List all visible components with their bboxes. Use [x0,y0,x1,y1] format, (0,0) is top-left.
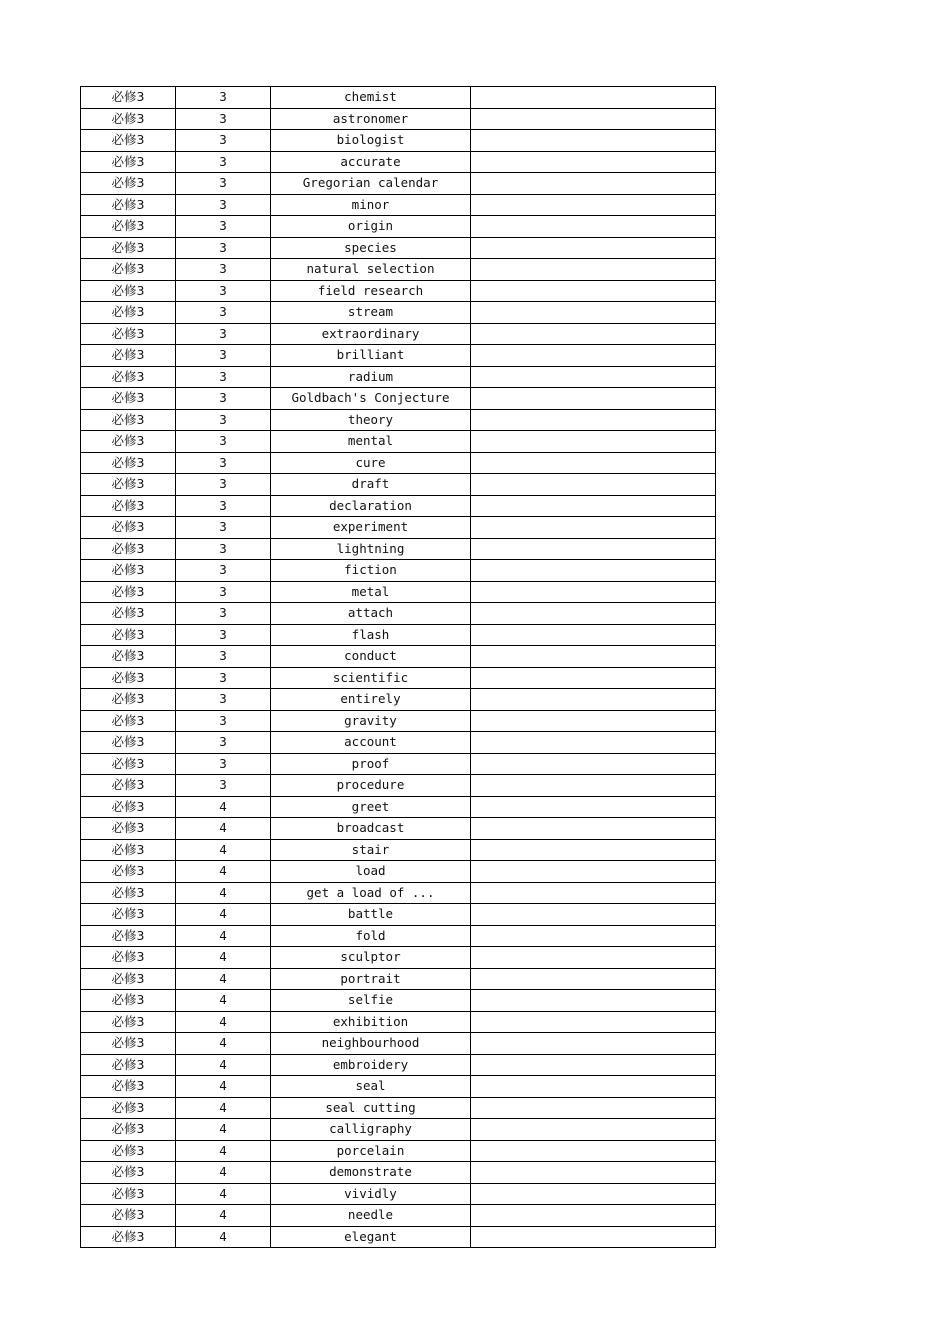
book-cell: 必修3 [81,173,176,195]
book-cell: 必修3 [81,1205,176,1227]
book-cell: 必修3 [81,947,176,969]
book-cell: 必修3 [81,646,176,668]
unit-cell: 3 [176,603,271,625]
word-cell: lightning [271,538,471,560]
note-cell [471,130,716,152]
table-row [81,968,716,990]
word-cell: metal [271,581,471,603]
table-row [81,1097,716,1119]
table-row [81,624,716,646]
note-cell [471,1226,716,1248]
book-cell: 必修3 [81,689,176,711]
word-cell: minor [271,194,471,216]
note-cell [471,968,716,990]
book-cell: 必修3 [81,1162,176,1184]
table-row [81,861,716,883]
book-cell: 必修3 [81,1011,176,1033]
note-cell [471,1140,716,1162]
unit-cell: 4 [176,1140,271,1162]
word-cell: natural selection [271,259,471,281]
book-cell: 必修3 [81,753,176,775]
word-cell: mental [271,431,471,453]
note-cell [471,366,716,388]
word-cell: extraordinary [271,323,471,345]
note-cell [471,409,716,431]
unit-cell: 4 [176,1183,271,1205]
table-row [81,990,716,1012]
book-cell: 必修3 [81,151,176,173]
unit-cell: 3 [176,517,271,539]
note-cell [471,216,716,238]
unit-cell: 4 [176,904,271,926]
book-cell: 必修3 [81,280,176,302]
book-cell: 必修3 [81,904,176,926]
word-cell: proof [271,753,471,775]
book-cell: 必修3 [81,130,176,152]
word-cell: needle [271,1205,471,1227]
note-cell [471,753,716,775]
book-cell: 必修3 [81,560,176,582]
unit-cell: 3 [176,581,271,603]
table-row [81,646,716,668]
word-cell: accurate [271,151,471,173]
table-row [81,130,716,152]
note-cell [471,796,716,818]
book-cell: 必修3 [81,259,176,281]
word-cell: field research [271,280,471,302]
note-cell [471,388,716,410]
note-cell [471,689,716,711]
book-cell: 必修3 [81,990,176,1012]
note-cell [471,280,716,302]
note-cell [471,732,716,754]
book-cell: 必修3 [81,538,176,560]
note-cell [471,667,716,689]
unit-cell: 3 [176,87,271,109]
note-cell [471,990,716,1012]
table-row [81,517,716,539]
book-cell: 必修3 [81,710,176,732]
word-cell: entirely [271,689,471,711]
table-row [81,1033,716,1055]
unit-cell: 3 [176,452,271,474]
unit-cell: 3 [176,409,271,431]
table-row [81,151,716,173]
word-cell: seal cutting [271,1097,471,1119]
book-cell: 必修3 [81,1054,176,1076]
unit-cell: 4 [176,1162,271,1184]
note-cell [471,1097,716,1119]
note-cell [471,323,716,345]
table-row [81,947,716,969]
note-cell [471,624,716,646]
vocabulary-table [80,86,716,1248]
table-row [81,753,716,775]
note-cell [471,1033,716,1055]
note-cell [471,925,716,947]
table-row [81,302,716,324]
book-cell: 必修3 [81,345,176,367]
word-cell: porcelain [271,1140,471,1162]
table-row [81,818,716,840]
word-cell: origin [271,216,471,238]
unit-cell: 4 [176,1226,271,1248]
book-cell: 必修3 [81,194,176,216]
word-cell: species [271,237,471,259]
book-cell: 必修3 [81,323,176,345]
table-row [81,796,716,818]
unit-cell: 3 [176,753,271,775]
vocabulary-table-body [81,87,716,1248]
table-row [81,1162,716,1184]
word-cell: chemist [271,87,471,109]
note-cell [471,1162,716,1184]
note-cell [471,775,716,797]
word-cell: cure [271,452,471,474]
note-cell [471,474,716,496]
word-cell: demonstrate [271,1162,471,1184]
book-cell: 必修3 [81,216,176,238]
unit-cell: 3 [176,538,271,560]
note-cell [471,646,716,668]
word-cell: brilliant [271,345,471,367]
word-cell: attach [271,603,471,625]
book-cell: 必修3 [81,1140,176,1162]
table-row [81,216,716,238]
book-cell: 必修3 [81,581,176,603]
table-row [81,431,716,453]
note-cell [471,818,716,840]
word-cell: flash [271,624,471,646]
table-row [81,173,716,195]
unit-cell: 4 [176,861,271,883]
unit-cell: 3 [176,323,271,345]
note-cell [471,345,716,367]
book-cell: 必修3 [81,603,176,625]
note-cell [471,194,716,216]
unit-cell: 4 [176,1033,271,1055]
book-cell: 必修3 [81,732,176,754]
table-row [81,452,716,474]
book-cell: 必修3 [81,861,176,883]
table-row [81,581,716,603]
table-row [81,388,716,410]
book-cell: 必修3 [81,1097,176,1119]
word-cell: vividly [271,1183,471,1205]
unit-cell: 3 [176,710,271,732]
table-row [81,1119,716,1141]
word-cell: Gregorian calendar [271,173,471,195]
word-cell: get a load of ... [271,882,471,904]
book-cell: 必修3 [81,968,176,990]
unit-cell: 4 [176,1205,271,1227]
unit-cell: 3 [176,194,271,216]
table-row [81,603,716,625]
book-cell: 必修3 [81,1076,176,1098]
note-cell [471,87,716,109]
note-cell [471,1054,716,1076]
table-row [81,882,716,904]
note-cell [471,839,716,861]
unit-cell: 3 [176,280,271,302]
word-cell: theory [271,409,471,431]
book-cell: 必修3 [81,1119,176,1141]
note-cell [471,259,716,281]
unit-cell: 3 [176,302,271,324]
unit-cell: 3 [176,646,271,668]
book-cell: 必修3 [81,517,176,539]
book-cell: 必修3 [81,1183,176,1205]
note-cell [471,1011,716,1033]
note-cell [471,1119,716,1141]
word-cell: account [271,732,471,754]
unit-cell: 4 [176,925,271,947]
table-row [81,495,716,517]
book-cell: 必修3 [81,775,176,797]
table-row [81,237,716,259]
note-cell [471,581,716,603]
note-cell [471,947,716,969]
table-row [81,1076,716,1098]
word-cell: stair [271,839,471,861]
book-cell: 必修3 [81,495,176,517]
unit-cell: 4 [176,796,271,818]
word-cell: seal [271,1076,471,1098]
book-cell: 必修3 [81,452,176,474]
book-cell: 必修3 [81,431,176,453]
table-row [81,1011,716,1033]
unit-cell: 4 [176,1054,271,1076]
table-row [81,194,716,216]
word-cell: stream [271,302,471,324]
book-cell: 必修3 [81,796,176,818]
note-cell [471,517,716,539]
unit-cell: 3 [176,560,271,582]
table-row [81,1226,716,1248]
table-row [81,560,716,582]
word-cell: fiction [271,560,471,582]
note-cell [471,904,716,926]
word-cell: selfie [271,990,471,1012]
table-row [81,1140,716,1162]
book-cell: 必修3 [81,302,176,324]
note-cell [471,1205,716,1227]
unit-cell: 3 [176,474,271,496]
book-cell: 必修3 [81,366,176,388]
table-row [81,474,716,496]
unit-cell: 4 [176,839,271,861]
note-cell [471,710,716,732]
word-cell: conduct [271,646,471,668]
table-row [81,345,716,367]
book-cell: 必修3 [81,624,176,646]
word-cell: exhibition [271,1011,471,1033]
unit-cell: 3 [176,431,271,453]
word-cell: neighbourhood [271,1033,471,1055]
note-cell [471,861,716,883]
unit-cell: 3 [176,259,271,281]
word-cell: embroidery [271,1054,471,1076]
book-cell: 必修3 [81,667,176,689]
note-cell [471,1076,716,1098]
book-cell: 必修3 [81,474,176,496]
note-cell [471,431,716,453]
word-cell: draft [271,474,471,496]
word-cell: portrait [271,968,471,990]
book-cell: 必修3 [81,388,176,410]
word-cell: fold [271,925,471,947]
note-cell [471,173,716,195]
unit-cell: 3 [176,689,271,711]
table-row [81,259,716,281]
note-cell [471,302,716,324]
note-cell [471,237,716,259]
book-cell: 必修3 [81,87,176,109]
word-cell: gravity [271,710,471,732]
unit-cell: 3 [176,151,271,173]
word-cell: battle [271,904,471,926]
table-row [81,1205,716,1227]
note-cell [471,538,716,560]
table-row [81,732,716,754]
table-row [81,280,716,302]
note-cell [471,1183,716,1205]
unit-cell: 4 [176,1119,271,1141]
note-cell [471,108,716,130]
book-cell: 必修3 [81,409,176,431]
table-row [81,108,716,130]
book-cell: 必修3 [81,925,176,947]
unit-cell: 3 [176,345,271,367]
unit-cell: 4 [176,882,271,904]
unit-cell: 4 [176,990,271,1012]
word-cell: broadcast [271,818,471,840]
unit-cell: 3 [176,130,271,152]
word-cell: declaration [271,495,471,517]
word-cell: elegant [271,1226,471,1248]
unit-cell: 3 [176,173,271,195]
unit-cell: 4 [176,818,271,840]
book-cell: 必修3 [81,839,176,861]
word-cell: load [271,861,471,883]
unit-cell: 3 [176,624,271,646]
word-cell: experiment [271,517,471,539]
unit-cell: 3 [176,667,271,689]
table-row [81,409,716,431]
unit-cell: 4 [176,968,271,990]
unit-cell: 3 [176,732,271,754]
unit-cell: 3 [176,775,271,797]
table-row [81,839,716,861]
table-row [81,1054,716,1076]
unit-cell: 4 [176,1076,271,1098]
unit-cell: 3 [176,495,271,517]
note-cell [471,882,716,904]
table-row [81,87,716,109]
table-row [81,538,716,560]
word-cell: radium [271,366,471,388]
table-row [81,710,716,732]
word-cell: scientific [271,667,471,689]
word-cell: greet [271,796,471,818]
note-cell [471,452,716,474]
book-cell: 必修3 [81,1226,176,1248]
table-row [81,775,716,797]
unit-cell: 4 [176,1011,271,1033]
table-row [81,925,716,947]
book-cell: 必修3 [81,108,176,130]
unit-cell: 3 [176,237,271,259]
note-cell [471,151,716,173]
word-cell: calligraphy [271,1119,471,1141]
note-cell [471,560,716,582]
word-cell: procedure [271,775,471,797]
book-cell: 必修3 [81,237,176,259]
book-cell: 必修3 [81,818,176,840]
unit-cell: 3 [176,388,271,410]
unit-cell: 3 [176,108,271,130]
unit-cell: 3 [176,366,271,388]
unit-cell: 4 [176,1097,271,1119]
table-row [81,667,716,689]
unit-cell: 3 [176,216,271,238]
table-row [81,1183,716,1205]
table-row [81,323,716,345]
table-row [81,689,716,711]
word-cell: biologist [271,130,471,152]
table-row [81,366,716,388]
unit-cell: 4 [176,947,271,969]
note-cell [471,495,716,517]
book-cell: 必修3 [81,1033,176,1055]
word-cell: Goldbach's Conjecture [271,388,471,410]
word-cell: astronomer [271,108,471,130]
book-cell: 必修3 [81,882,176,904]
table-row [81,904,716,926]
word-cell: sculptor [271,947,471,969]
note-cell [471,603,716,625]
